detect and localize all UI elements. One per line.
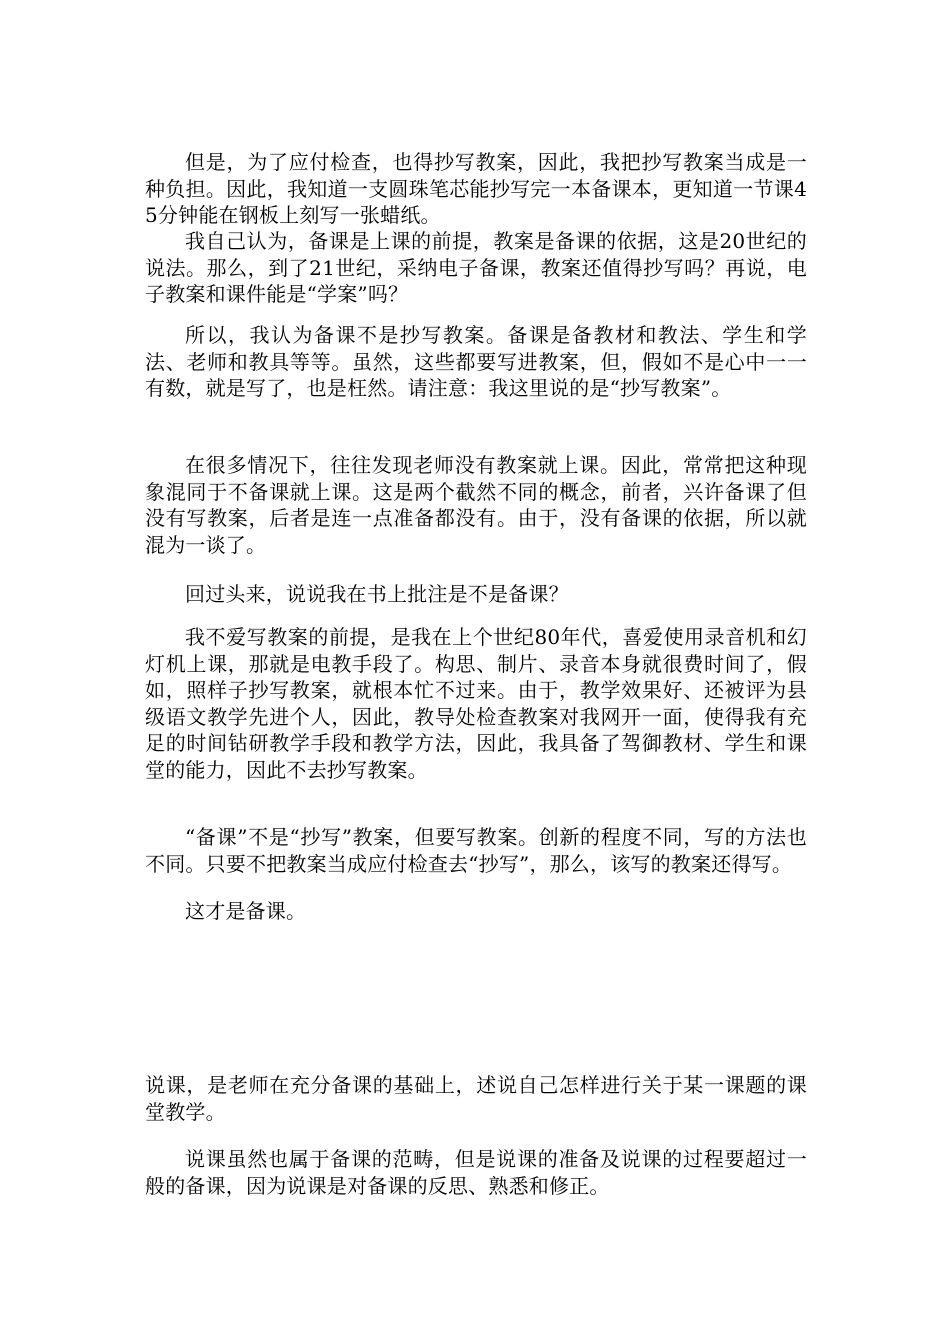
paragraph-9: 说课，是老师在充分备课的基础上，述说自己怎样进行关于某一课题的课堂教学。: [145, 1073, 807, 1124]
paragraph-5: 回过头来，说说我在书上批注是不是备课？: [185, 582, 569, 606]
paragraph-3: 所以，我认为备课不是抄写教案。备课是备教材和教法、学生和学法、老师和教具等等。虽然，这些都要写进教案，但，假如不是心中一一有数，就是写了，也是枉然。请注意：我这里说的是“抄写教案”。: [145, 323, 807, 400]
paragraph-4: 在很多情况下，往往发现老师没有教案就上课。因此，常常把这种现象混同于不备课就上课。这是两个截然不同的概念，前者，兴许备课了但没有写教案，后者是连一点准备都没有。由于，没有备课的依据，所以就混为一谈了。: [145, 453, 807, 557]
paragraph-6: 我不爱写教案的前提，是我在上个世纪80年代，喜爱使用录音机和幻灯机上课，那就是电教手段了。构思、制片、录音本身就很费时间了，假如，照样子抄写教案，就根本忙不过来。由于，教学效果好、还被评为县级语文教学先进个人，因此，教导处检查教案对我网开一面，使得我有充足的时间钻研教学手段和教学方法，因此，我具备了驾御教材、学生和课堂的能力，因此不去抄写教案。: [145, 625, 807, 782]
paragraph-7: “备课”不是“抄写”教案，但要写教案。创新的程度不同，写的方法也不同。只要不把教案当成应付检查去“抄写”，那么，该写的教案还得写。: [145, 825, 807, 876]
paragraph-1: 但是，为了应付检查，也得抄写教案，因此，我把抄写教案当成是一种负担。因此，我知道一支圆珠笔芯能抄写完一本备课本，更知道一节课45分钟能在钢板上刻写一张蜡纸。: [145, 150, 807, 227]
paragraph-10: 说课虽然也属于备课的范畴，但是说课的准备及说课的过程要超过一般的备课，因为说课是对备课的反思、熟悉和修正。: [145, 1147, 807, 1198]
paragraph-8: 这才是备课。: [185, 899, 307, 923]
paragraph-2: 我自己认为，备课是上课的前提，教案是备课的依据，这是20世纪的说法。那么，到了21世纪，采纳电子备课，教案还值得抄写吗？再说，电子教案和课件能是“学案”吗？: [145, 229, 807, 306]
